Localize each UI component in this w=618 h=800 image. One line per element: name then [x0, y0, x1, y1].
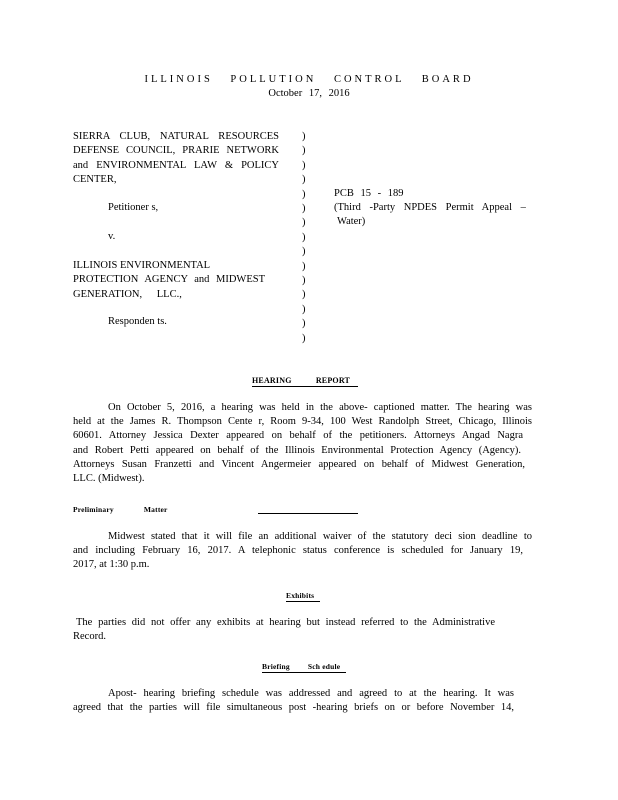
- preliminary-heading-rule: [258, 513, 358, 514]
- paragraph-line: Apost- hearing briefing schedule was addressed and agreed to at the hearing. It was: [108, 688, 514, 699]
- respondents-block: [73, 259, 265, 302]
- paragraph-line: Record.: [73, 631, 106, 643]
- paragraph-line: and including February 16, 2017. A telephonic status conference is scheduled for January 19,: [73, 545, 523, 557]
- exhibits-heading: Exhibits: [286, 591, 320, 600]
- petitioner-line: SIERRA CLUB, NATURAL RESOURCES: [73, 131, 279, 142]
- case-type-line1: (Third -Party NPDES Permit Appeal –: [334, 202, 526, 213]
- paragraph-line: The parties did not offer any exhibits at hearing but instead referred to the Administrative: [76, 617, 495, 628]
- case-number: PCB 15 - 189: [334, 188, 404, 199]
- report-heading: HEARING REPORT: [252, 376, 358, 385]
- paragraph-line: 60601. Attorney Jessica Dexter appeared on behalf of the petitioners. Attorneys Angad Nagra: [73, 430, 523, 442]
- exhibits-paragraph: [73, 616, 495, 644]
- respondent-line: PROTECTION AGENCY and MIDWEST: [73, 274, 265, 286]
- petitioners-label: Petitioner s,: [108, 202, 159, 213]
- paragraph-line: On October 5, 2016, a hearing was held in the above- captioned matter. The hearing was: [108, 402, 532, 413]
- respondent-line: ILLINOIS ENVIRONMENTAL: [73, 260, 211, 271]
- versus-label: v.: [108, 231, 116, 242]
- paragraph-line: 2017, at 1:30 p.m.: [73, 559, 150, 571]
- preliminary-heading: Preliminary Matter: [73, 505, 168, 514]
- case-type-line2: Water): [337, 216, 366, 227]
- document-date: October 17, 2016: [268, 88, 350, 99]
- petitioner-line: and ENVIRONMENTAL LAW & POLICY: [73, 159, 279, 171]
- paragraph-line: Attorneys Susan Franzetti and Vincent Angermeier appeared on behalf of Midwest Generation,: [73, 458, 525, 470]
- respondent-line: GENERATION, LLC.,: [73, 288, 182, 300]
- caption-parentheses: ) ) ) ) ) ) ) ) ) ) ) ) ) ) ): [302, 131, 306, 344]
- intro-paragraph: [73, 401, 532, 486]
- paragraph-line: agreed that the parties will file simultaneous post -hearing briefs on or before November 14,: [73, 702, 514, 714]
- board-title: ILLINOIS POLLUTION CONTROL BOARD: [144, 74, 474, 85]
- paragraph-line: Midwest stated that it will file an additional waiver of the statutory deci sion deadline to: [108, 531, 532, 542]
- briefing-heading: Briefing Sch edule: [262, 662, 346, 671]
- briefing-paragraph: [73, 687, 514, 715]
- respondents-label: Responden ts.: [108, 316, 167, 327]
- paragraph-line: LLC. (Midwest).: [73, 473, 145, 485]
- paragraph-line: held at the James R. Thompson Cente r, Room 9-34, 100 West Randolph Street, Chicago, Illinois: [73, 416, 532, 428]
- preliminary-paragraph: [73, 530, 532, 573]
- paragraph-line: and Robert Petti appeared on behalf of the Illinois Environmental Protection Agency (Agency).: [73, 444, 521, 456]
- petitioner-line: DEFENSE COUNCIL, PRARIE NETWORK: [73, 145, 279, 157]
- petitioners-block: [73, 130, 279, 187]
- petitioner-line: CENTER,: [73, 173, 117, 185]
